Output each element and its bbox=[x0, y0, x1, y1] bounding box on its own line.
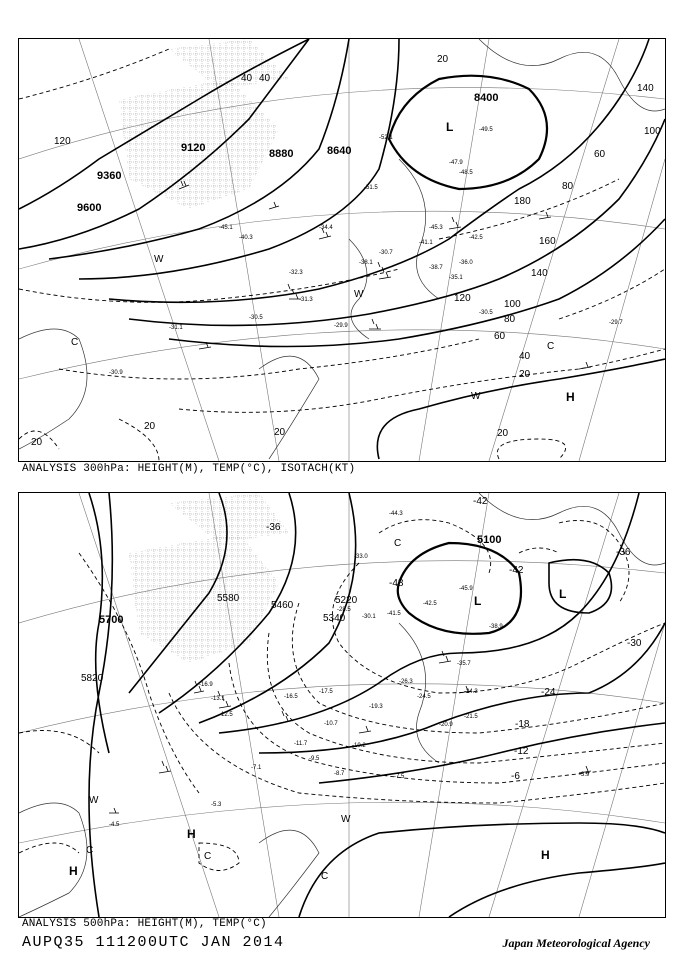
height-label: 9120 bbox=[181, 142, 206, 154]
cold-center-label: C bbox=[321, 871, 329, 882]
station-value: -30.7 bbox=[379, 250, 393, 256]
station-value: -30.9 bbox=[109, 370, 123, 376]
caption-300hpa: ANALYSIS 300hPa: HEIGHT(M), TEMP(°C), ISOTACH(KT) bbox=[22, 463, 356, 475]
isotach-label: 120 bbox=[454, 293, 471, 304]
isotach-label: 20 bbox=[144, 421, 156, 432]
station-value: -19.3 bbox=[369, 704, 383, 710]
isotach-label: 20 bbox=[31, 437, 43, 448]
isotach-label: 140 bbox=[531, 268, 548, 279]
cold-center-label: C bbox=[204, 851, 212, 862]
isotach-label: 60 bbox=[594, 149, 606, 160]
height-label: 8880 bbox=[269, 148, 294, 160]
station-value: -31.3 bbox=[299, 297, 313, 303]
warm-center-label: W bbox=[89, 795, 99, 806]
isotach-label: 180 bbox=[514, 196, 531, 207]
station-value: -41.1 bbox=[419, 240, 433, 246]
station-value: -10.7 bbox=[324, 721, 338, 727]
map-300hpa bbox=[18, 38, 666, 462]
height-label: 5820 bbox=[81, 673, 104, 684]
station-value: -42.5 bbox=[423, 601, 437, 607]
station-value: -44.3 bbox=[389, 511, 403, 517]
height-label: 5100 bbox=[477, 534, 502, 546]
warm-center-label: W bbox=[471, 391, 481, 402]
station-value: -17.5 bbox=[319, 689, 333, 695]
station-value: -7.1 bbox=[251, 765, 262, 771]
height-label: 5340 bbox=[323, 613, 346, 624]
station-value: -32.3 bbox=[289, 270, 303, 276]
station-value: -13.1 bbox=[211, 696, 225, 702]
station-value: -4.5 bbox=[109, 822, 120, 828]
high-center-label: H bbox=[187, 827, 196, 841]
station-value: -34.4 bbox=[319, 225, 333, 231]
isotach-label: 100 bbox=[504, 299, 521, 310]
station-value: -24.5 bbox=[417, 694, 431, 700]
station-value: -35.7 bbox=[457, 661, 471, 667]
station-value: -45.9 bbox=[459, 586, 473, 592]
isotach-label: 60 bbox=[494, 331, 506, 342]
station-value: -36.0 bbox=[459, 260, 473, 266]
temp-label: -36 bbox=[266, 522, 281, 533]
temp-label: -30 bbox=[627, 638, 642, 649]
station-value: -30.5 bbox=[479, 310, 493, 316]
temp-label: -24 bbox=[541, 687, 556, 698]
height-label: 9360 bbox=[97, 170, 122, 182]
cold-center-label: C bbox=[394, 538, 402, 549]
temp-label: -36 bbox=[616, 547, 631, 558]
station-value: -35.1 bbox=[449, 275, 463, 281]
isotach-label: 40 bbox=[519, 351, 531, 362]
warm-center-label: W bbox=[354, 289, 364, 300]
agency-name: Japan Meteorological Agency bbox=[502, 936, 650, 950]
station-value: -16.5 bbox=[284, 694, 298, 700]
station-value: -33.0 bbox=[354, 554, 368, 560]
cold-center-label: C bbox=[86, 845, 94, 856]
station-value: -30.5 bbox=[249, 315, 263, 321]
station-value: -12.5 bbox=[219, 712, 233, 718]
station-value: -29.7 bbox=[609, 320, 623, 326]
height-label: 5580 bbox=[217, 593, 240, 604]
low-center-label: L bbox=[474, 594, 482, 608]
station-value: -38.1 bbox=[359, 260, 373, 266]
temp-label: -48 bbox=[389, 578, 404, 589]
station-value: -5.3 bbox=[211, 802, 222, 808]
station-value: -41.5 bbox=[387, 611, 401, 617]
station-value: -38.7 bbox=[429, 265, 443, 271]
station-value: -49.5 bbox=[479, 127, 493, 133]
height-label: 9600 bbox=[77, 202, 102, 214]
station-value: -47.9 bbox=[449, 160, 463, 166]
bulletin-code: AUPQ35 111200UTC JAN 2014 bbox=[22, 934, 285, 951]
station-value: -51.5 bbox=[364, 185, 378, 191]
temp-label: -6 bbox=[511, 771, 520, 782]
low-center-label: L bbox=[446, 120, 454, 134]
isotach-label: 20 bbox=[519, 369, 531, 380]
isotach-label: 20 bbox=[437, 54, 449, 65]
height-label: 5700 bbox=[99, 614, 124, 626]
caption-500hpa: ANALYSIS 500hPa: HEIGHT(M), TEMP(°C) bbox=[22, 918, 267, 930]
station-value: -40.3 bbox=[239, 235, 253, 241]
high-center-label: H bbox=[566, 390, 575, 404]
station-value: -7.5 bbox=[394, 774, 405, 780]
height-label: 8400 bbox=[474, 92, 499, 104]
station-value: -11.7 bbox=[294, 741, 308, 747]
station-value: -45.3 bbox=[429, 225, 443, 231]
height-label: 5460 bbox=[271, 600, 294, 611]
station-value: -45.1 bbox=[219, 225, 233, 231]
isotach-label: 100 bbox=[644, 126, 661, 137]
station-value: -16.9 bbox=[199, 682, 213, 688]
station-value: -31.1 bbox=[169, 325, 183, 331]
map-300hpa-svg bbox=[19, 39, 665, 461]
station-value: -30.1 bbox=[362, 614, 376, 620]
station-value: -42.5 bbox=[469, 235, 483, 241]
station-value: -9.5 bbox=[309, 756, 320, 762]
station-value: -3.9 bbox=[579, 772, 590, 778]
cold-center-label: C bbox=[71, 337, 79, 348]
graticule-500 bbox=[19, 493, 665, 917]
temp-label: -42 bbox=[473, 496, 488, 507]
height-label: 8640 bbox=[327, 145, 352, 157]
isotach-label: 20 bbox=[274, 427, 286, 438]
station-value: -8.7 bbox=[334, 771, 345, 777]
station-value: -52.1 bbox=[379, 135, 393, 141]
isotach-label: 120 bbox=[54, 136, 71, 147]
station-value: -10.2 bbox=[352, 743, 366, 749]
terrain-hatch-300 bbox=[119, 39, 289, 209]
high-center-label: H bbox=[541, 848, 550, 862]
station-value: -20.9 bbox=[439, 722, 453, 728]
wind-barbs-500 bbox=[109, 651, 591, 813]
isotach-label: 160 bbox=[539, 236, 556, 247]
isotach-label: 40 bbox=[241, 73, 253, 84]
high-center-label: H bbox=[69, 864, 78, 878]
isotach-label: 20 bbox=[497, 428, 509, 439]
station-value: -38.9 bbox=[489, 624, 503, 630]
height-label: 5220 bbox=[335, 595, 358, 606]
station-value: -48.5 bbox=[459, 170, 473, 176]
station-value: -28.5 bbox=[337, 607, 351, 613]
station-value: -21.5 bbox=[464, 714, 478, 720]
temp-label: -18 bbox=[515, 719, 530, 730]
map-500hpa bbox=[18, 492, 666, 918]
station-value: -26.3 bbox=[399, 679, 413, 685]
low-center-label: L bbox=[559, 587, 567, 601]
station-value: -24.3 bbox=[464, 689, 478, 695]
warm-center-label: W bbox=[341, 814, 351, 825]
warm-center-label: W bbox=[154, 254, 164, 265]
isotach-label: 80 bbox=[504, 314, 516, 325]
cold-center-label: C bbox=[547, 341, 555, 352]
terrain-hatch-500 bbox=[129, 493, 289, 663]
isotach-label: 40 bbox=[259, 73, 271, 84]
isotach-label: 140 bbox=[637, 83, 654, 94]
temp-label: -42 bbox=[509, 565, 524, 576]
station-value: -29.9 bbox=[334, 323, 348, 329]
coastlines-500 bbox=[19, 493, 665, 917]
temp-label: -12 bbox=[514, 746, 529, 757]
isotach-label: 80 bbox=[562, 181, 574, 192]
temp-labels-500 bbox=[266, 496, 642, 782]
map-500hpa-svg bbox=[19, 493, 665, 917]
